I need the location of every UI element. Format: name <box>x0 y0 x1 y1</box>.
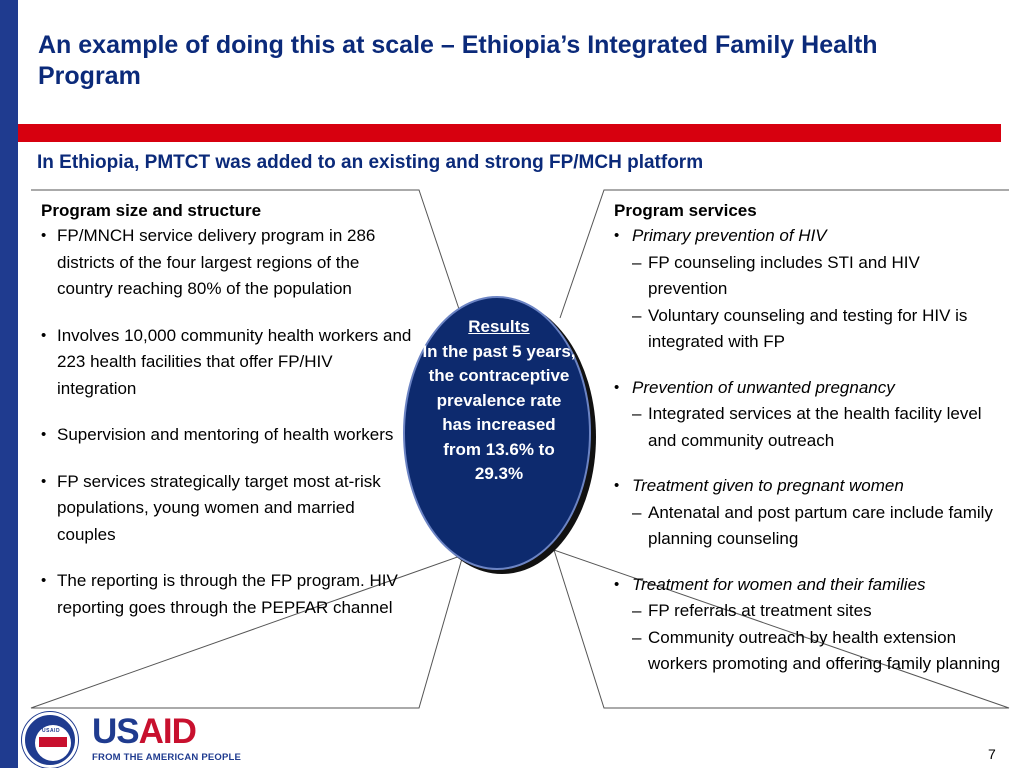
service-title: • Prevention of unwanted pregnancy <box>614 375 1003 402</box>
slide-subtitle: In Ethiopia, PMTCT was added to an existing and strong FP/MCH platform <box>37 152 704 173</box>
service-group <box>614 223 1003 356</box>
left-accent-bar <box>0 0 18 768</box>
bullet-icon: • <box>614 477 620 494</box>
service-item: – Antenatal and post partum care include family planning counseling <box>632 502 993 548</box>
list-item: • Supervision and mentoring of health workers <box>41 422 413 449</box>
results-callout <box>422 315 576 487</box>
title-divider <box>18 124 1001 142</box>
list-item: • Involves 10,000 community health workers and 223 health facilities that offer FP/HIV integration <box>41 323 413 403</box>
bullet-icon: • <box>614 378 620 396</box>
service-title: • Treatment given to pregnant women <box>614 473 1003 500</box>
bullet-icon: • <box>614 575 620 593</box>
service-item: – FP counseling includes STI and HIV prevention <box>632 252 920 298</box>
list-item: • The reporting is through the FP program. HIV reporting goes through the PEPFAR channel <box>41 568 413 621</box>
service-item: – Voluntary counseling and testing for HIV is integrated with FP <box>632 305 968 351</box>
usaid-wordmark: USAID FROM THE AMERICAN PEOPLE <box>92 712 242 763</box>
list-item: • FP/MNCH service delivery program in 286 districts of the four largest regions of the country reaching 80% of the population <box>41 223 413 303</box>
program-services-heading: Program services <box>614 201 757 220</box>
slide-title: An example of doing this at scale – Ethiopia’s Integrated Family Health Program <box>38 31 878 90</box>
service-group <box>614 572 1003 678</box>
service-group <box>614 473 1003 553</box>
bullet-icon: • <box>614 227 620 244</box>
bullet-icon: • <box>41 326 47 344</box>
bullet-icon: • <box>41 472 47 490</box>
list-item: • FP services strategically target most at-risk populations, young women and married couples <box>41 469 413 549</box>
usaid-seal-icon: USAID <box>22 712 78 768</box>
program-structure-panel <box>31 190 419 708</box>
usaid-tagline: FROM THE AMERICAN PEOPLE <box>92 752 242 763</box>
service-title: • Treatment for women and their families <box>614 572 1003 599</box>
results-label: Results <box>468 317 530 336</box>
program-structure-heading: Program size and structure <box>41 201 262 220</box>
service-group <box>614 375 1003 455</box>
page-number: 7 <box>988 746 996 762</box>
bullet-icon: • <box>41 572 47 589</box>
results-text: In the past 5 years, the contraceptive prevalence rate has increased from 13.6% to 29.3% <box>422 341 576 483</box>
bullet-icon: • <box>41 426 47 443</box>
service-item: – Integrated services at the health facility level and community outreach <box>632 404 982 450</box>
bullet-icon: • <box>41 227 47 244</box>
usaid-logo <box>22 712 282 768</box>
service-item: – FP referrals at treatment sites <box>632 601 872 620</box>
service-title: • Primary prevention of HIV <box>614 223 1003 250</box>
program-services-panel <box>604 190 1009 708</box>
service-item: – Community outreach by health extension workers promoting and offering family planning <box>632 627 1001 673</box>
